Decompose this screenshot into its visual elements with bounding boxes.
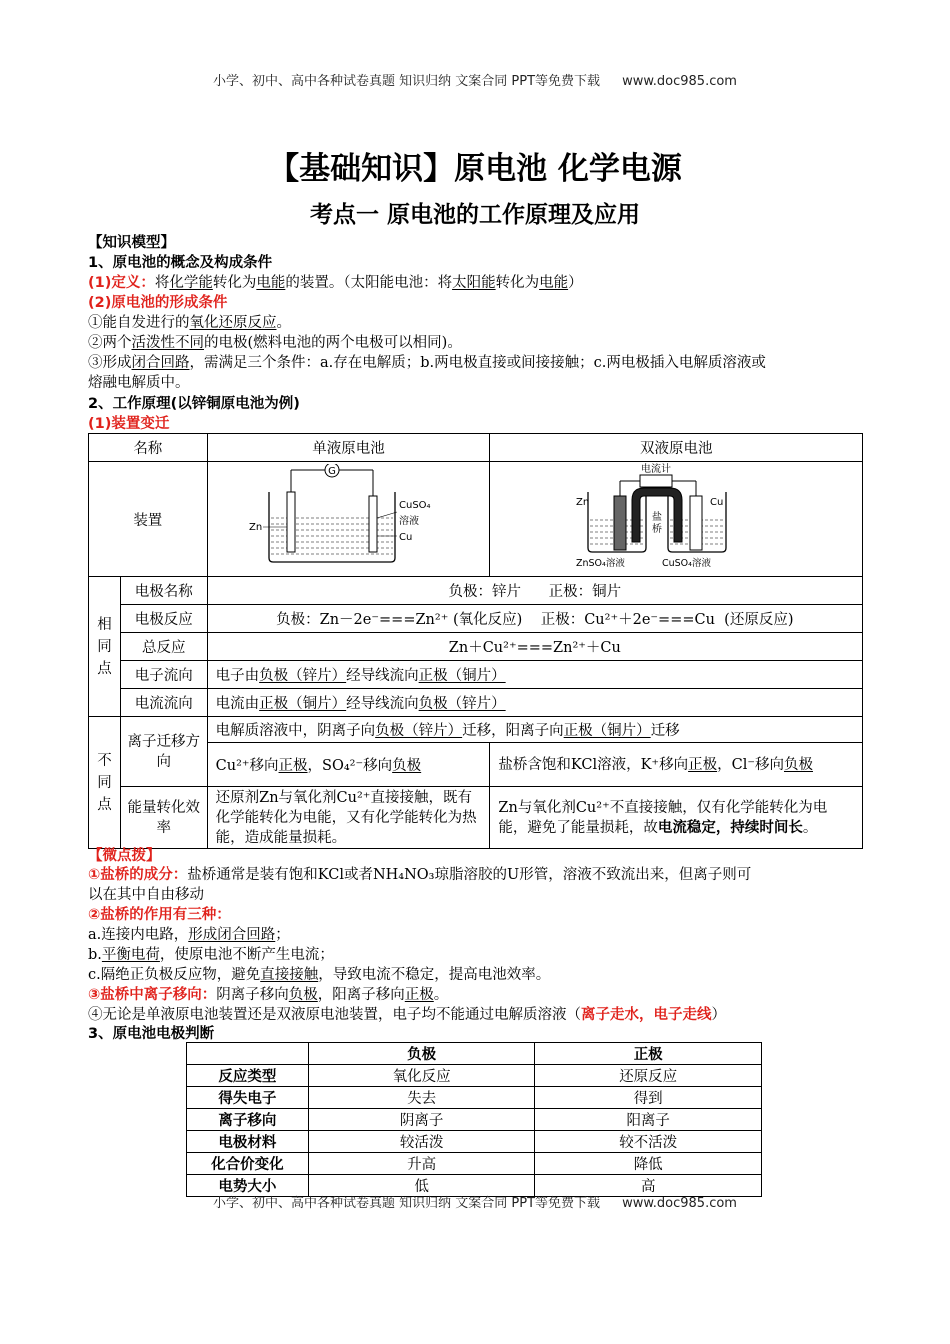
s1-cond-label: (2)原电池的形成条件 — [88, 295, 228, 311]
tip-2c: c.隔绝正负极反应物，避免直接接触，导致电流不稳定，提高电池效率。 — [88, 967, 551, 983]
val-energy-double: Zn与氧化剂Cu²⁺不直接接触，仅有化学能转化为电能，避免了能量损耗，故电流稳定，持续时间长。 — [490, 787, 863, 849]
double-cell-diagram — [576, 462, 776, 572]
single-cell-diagram — [249, 464, 449, 570]
s1-heading: 1、原电池的概念及构成条件 — [88, 255, 273, 271]
page-header — [0, 70, 950, 89]
row-ion: 离子迁移方向 — [120, 717, 207, 787]
table-row: 电极材料 较活泼 较不活泼 — [187, 1131, 762, 1153]
page-footer — [0, 1192, 950, 1211]
cell-comparison-table — [88, 433, 863, 849]
row-device-label: 装置 — [89, 462, 208, 577]
table-row: 化合价变化 升高 降低 — [187, 1153, 762, 1175]
th-double: 双液原电池 — [490, 434, 863, 462]
cu-label: Cu — [398, 532, 412, 543]
double-cell-figure — [490, 462, 863, 577]
row-total: 总反应 — [120, 633, 207, 661]
cu-label-2: Cu — [710, 497, 724, 508]
tip-1: ①盐桥的成分：盐桥通常是装有饱和KCl或者NH₄NO₃琼脂溶胶的U形管，溶液不致流出来，但离子则可 — [88, 867, 752, 883]
s1-cond-2: ②两个活泼性不同的电极(燃料电池的两个电极可以相同)。 — [88, 335, 462, 351]
row-current: 电流流向 — [120, 689, 207, 717]
galvanometer-label: G — [327, 466, 336, 477]
electrode-judge-table — [186, 1042, 762, 1197]
salt-label: 盐 — [652, 512, 663, 523]
row-electron: 电子流向 — [120, 661, 207, 689]
tip-3: ③盐桥中离子移向：阴离子移向负极，阳离子移向正极。 — [88, 987, 449, 1003]
t2-head-positive: 正极 — [535, 1043, 762, 1065]
solution-label: 溶液 — [398, 516, 419, 527]
t2-head-negative: 负极 — [308, 1043, 535, 1065]
row-reaction: 电极反应 — [120, 605, 207, 633]
s1-cond-3-cont: 熔融电解质中。 — [88, 375, 190, 391]
page-title: 【基础知识】原电池 化学电源 — [268, 151, 682, 187]
s3-heading: 3、原电池电极判断 — [88, 1026, 215, 1042]
tip-2b: b.平衡电荷，使原电池不断产生电流； — [88, 947, 334, 963]
header-text: 小学、初中、高中各种试卷真题 知识归纳 文案合同 PPT等免费下载 — [213, 74, 601, 89]
znso4-label: ZnSO₄溶液 — [576, 558, 626, 569]
footer-text: 小学、初中、高中各种试卷真题 知识归纳 文案合同 PPT等免费下载 — [213, 1196, 601, 1211]
zn-label-2: Zn — [576, 497, 590, 508]
meter-label: 电流计 — [641, 464, 672, 475]
s2-heading: 2、工作原理(以锌铜原电池为例) — [88, 396, 300, 412]
table-row: 电势大小 低 高 — [187, 1175, 762, 1197]
s1-definition: (1)定义：将化学能转化为电能的装置。（太阳能电池：将太阳能转化为电能） — [88, 275, 583, 291]
val-electrode-name: 负极：锌片 正极：铜片 — [207, 577, 862, 605]
t2-head-empty — [187, 1043, 309, 1065]
s1-cond-3: ③形成闭合回路，需满足三个条件：a.存在电解质；b.两电极直接或间接接触；c.两电极插入电解质溶液或 — [88, 355, 766, 371]
zn-label: Zn — [248, 522, 262, 533]
row-electrode-name: 电极名称 — [120, 577, 207, 605]
header-site: www.doc985.com — [622, 74, 737, 89]
th-name: 名称 — [89, 434, 208, 462]
th-single: 单液原电池 — [207, 434, 490, 462]
table-row: 离子移向 阴离子 阳离子 — [187, 1109, 762, 1131]
val-electron: 电子由负极（锌片）经导线流向正极（铜片） — [207, 661, 862, 689]
s2-sub: (1)装置变迁 — [88, 416, 170, 432]
cuso4-label: CuSO₄ — [398, 500, 431, 511]
diff-points-label: 不同点 — [89, 717, 121, 849]
section-model: 【知识模型】 — [88, 235, 175, 251]
tip-2-label: ②盐桥的作用有三种： — [88, 907, 231, 923]
tips-label: 【微点拨】 — [88, 848, 161, 864]
page-subtitle: 考点一 原电池的工作原理及应用 — [309, 202, 640, 228]
single-cell-figure — [207, 462, 490, 577]
table-row: 得失电子 失去 得到 — [187, 1087, 762, 1109]
val-ion: 电解质溶液中，阴离子向负极（锌片）迁移，阳离子向正极（铜片）迁移 — [207, 717, 862, 743]
row-energy: 能量转化效率 — [120, 787, 207, 849]
val-ion-double: 盐桥含饱和KCl溶液，K⁺移向正极，Cl⁻移向负极 — [490, 743, 863, 787]
val-reaction: 负极：Zn－2e⁻===Zn²⁺ (氧化反应) 正极：Cu²⁺＋2e⁻===Cu (还原反应) — [207, 605, 862, 633]
tip-1-cont: 以在其中自由移动 — [88, 887, 204, 903]
val-ion-single: Cu²⁺移向正极，SO₄²⁻移向负极 — [207, 743, 490, 787]
val-current: 电流由正极（铜片）经导线流向负极（锌片） — [207, 689, 862, 717]
val-energy-single: 还原剂Zn与氧化剂Cu²⁺直接接触，既有化学能转化为电能，又有化学能转化为热能，造成能量损耗。 — [207, 787, 490, 849]
tip-4: ④无论是单液原电池装置还是双液原电池装置，电子均不能通过电解质溶液（离子走水，电子走线） — [88, 1007, 726, 1023]
val-total: Zn＋Cu²⁺===Zn²⁺＋Cu — [207, 633, 862, 661]
tip-2a: a.连接内电路，形成闭合回路； — [88, 927, 290, 943]
bridge-label: 桥 — [652, 524, 663, 535]
same-points-label: 相同点 — [89, 577, 121, 717]
table-row: 反应类型 氧化反应 还原反应 — [187, 1065, 762, 1087]
cuso4-solution-label: CuSO₄溶液 — [662, 558, 712, 569]
footer-site: www.doc985.com — [622, 1196, 737, 1211]
s1-cond-1: ①能自发进行的氧化还原反应。 — [88, 315, 291, 331]
